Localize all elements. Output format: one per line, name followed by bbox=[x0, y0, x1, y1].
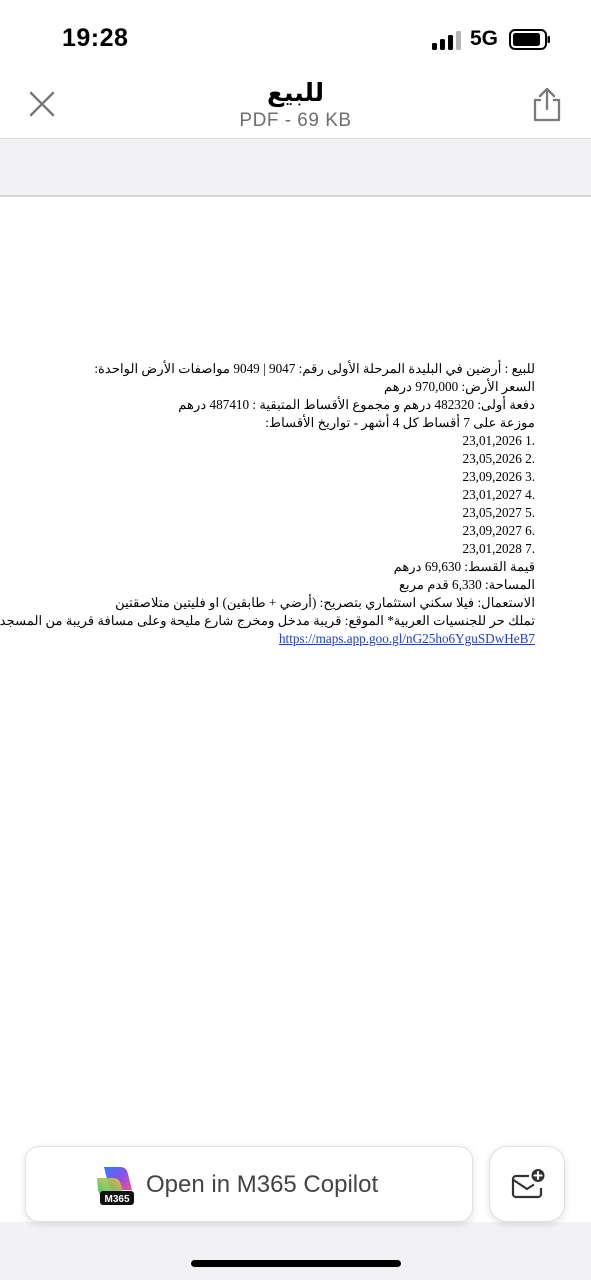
pdf-line-area: المساحة: 6,330 قدم مربع bbox=[399, 577, 535, 592]
mail-button[interactable] bbox=[489, 1146, 565, 1222]
pdf-line-installment-5: .5 23,05,2027 bbox=[462, 505, 535, 520]
open-in-m365-copilot-label: Open in M365 Copilot bbox=[146, 1171, 379, 1198]
share-icon[interactable] bbox=[530, 86, 564, 122]
pdf-line-installment-7: .7 23,01,2028 bbox=[462, 541, 535, 556]
bottom-background bbox=[0, 1222, 591, 1280]
copilot-logo-text: M365 bbox=[104, 1194, 130, 1205]
battery-icon bbox=[509, 29, 551, 50]
pdf-line-heading: للبيع : أرضين في البليدة المرحلة الأولى رقم: 9047 | 9049 مواصفات الأرض الواحدة: bbox=[94, 361, 535, 376]
signal-icon bbox=[432, 30, 462, 50]
copilot-logo-icon bbox=[94, 1164, 136, 1206]
viewer-background bbox=[0, 139, 591, 197]
status-time: 19:28 bbox=[62, 24, 129, 52]
pdf-line-down-payment: دفعة أولى: 482320 درهم و مجموع الأقساط المتبقية : 487410 درهم bbox=[178, 397, 535, 412]
pdf-line-installments-intro: موزعة على 7 أقساط كل 4 أشهر - تواريخ الأقساط: bbox=[265, 415, 535, 430]
pdf-line-installment-3: .3 23,09,2026 bbox=[462, 469, 535, 484]
network-type: 5G bbox=[470, 27, 499, 50]
document-title: للبيع bbox=[266, 79, 325, 107]
pdf-page[interactable] bbox=[0, 197, 591, 1147]
home-indicator[interactable] bbox=[191, 1260, 401, 1267]
open-in-m365-copilot-button[interactable] bbox=[25, 1146, 473, 1222]
pdf-line-usage: الاستعمال: فيلا سكني استثماري بتصريح: (أرضي + طابقين) او فليتين متلاصقتين bbox=[115, 595, 535, 610]
maps-link[interactable]: https://maps.app.goo.gl/nG25ho6YguSDwHeB7 bbox=[278, 631, 535, 646]
mail-add-icon bbox=[510, 1167, 546, 1203]
pdf-line-price: السعر الأرض: 970,000 درهم bbox=[384, 379, 535, 394]
pdf-line-installment-6: .6 23,09,2027 bbox=[462, 523, 535, 538]
pdf-content bbox=[0, 360, 535, 648]
pdf-line-installment-4: .4 23,01,2027 bbox=[462, 487, 535, 502]
pdf-line-installment-1: .1 23,01,2026 bbox=[462, 433, 535, 448]
pdf-line-installment-value: قيمة القسط: 69,630 درهم bbox=[393, 559, 535, 574]
pdf-line-installment-2: .2 23,05,2026 bbox=[462, 451, 535, 466]
pdf-line-location: تملك حر للجنسيات العربية* الموقع: قريبة مدخل ومخرج شارع مليحة وعلى مسافة قريبة من المسجد bbox=[0, 613, 535, 628]
document-subtitle: PDF - 69 KB bbox=[239, 110, 352, 131]
